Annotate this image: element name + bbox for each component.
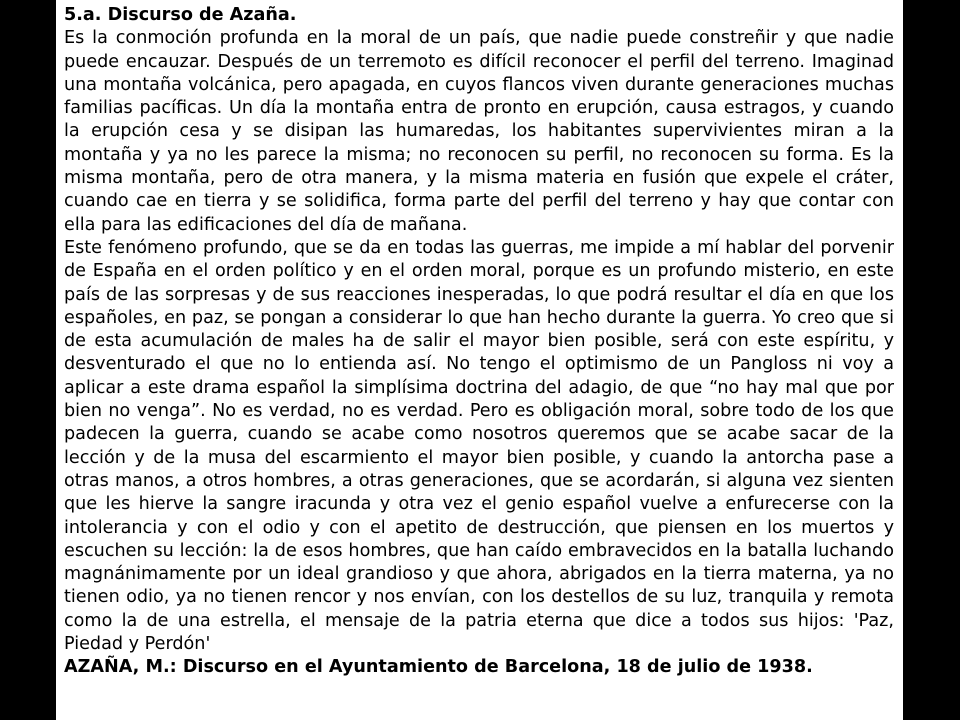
- document-page: [56, 0, 903, 720]
- paragraph-1: Es la conmoción profunda en la moral de un país, que nadie puede constreñir y que nadie puede encauzar. Después de un terremoto es difícil reconocer el perfil del terreno. Imaginad una montaña volcánica, pero apagada, en cuyos flancos viven durante generaciones muchas familias pacíficas. Un día la montaña entra de pronto en erupción, causa estragos, y cuando la erupción cesa y se disipan las humaredas, los habitantes supervivientes miran a la montaña y ya no les parece la misma; no reconocen su perfil, no reconocen su forma. Es la misma montaña, pero de otra manera, y la misma materia en fusión que expele el cráter, cuando cae en tierra y se solidifica, forma parte del perfil del terreno y hay que contar con ella para las edificaciones del día de mañana.: [64, 28, 894, 235]
- source-citation: AZAÑA, M.: Discurso en el Ayuntamiento de Barcelona, 18 de julio de 1938.: [64, 657, 813, 678]
- paragraph-2: Este fenómeno profundo, que se da en todas las guerras, me impide a mí hablar del porvenir de España en el orden político y en el orden moral, porque es un profundo misterio, en este país de las sorpresas y de sus reacciones inesperadas, lo que podrá resultar el día en que los españoles, en paz, se pongan a considerar lo que han hecho durante la guerra. Yo creo que si de esta acumulación de males ha de salir el mayor bien posible, será con este espíritu, y desventurado el que no lo entienda así. No tengo el optimismo de un Pangloss ni voy a aplicar a este drama español la simplísima doctrina del adagio, de que “no hay mal que por bien no venga”. No es verdad, no es verdad. Pero es obligación moral, sobre todo de los que padecen la guerra, cuando se acabe como nosotros queremos que se acabe sacar de la lección y de la musa del escarmiento el mayor bien posible, y cuando la antorcha pase a otras manos, a otros hombres, a otras generaciones, que se acordarán, si alguna vez sienten que les hierve la sangre iracunda y otra vez el genio español vuelve a enfurecerse con la intolerancia y con el odio y con el apetito de destrucción, que piensen en los muertos y escuchen su lección: la de esos hombres, que han caído embravecidos en la batalla luchando magnánimamente por un ideal grandioso y que ahora, abrigados en la tierra materna, ya no tienen odio, ya no tienen rencor y nos envían, con los destellos de su luz, tranquila y remota como la de una estrella, el mensaje de la patria eterna que dice a todos sus hijos: 'Paz, Piedad y Perdón': [64, 237, 894, 655]
- document-content: [64, 4, 894, 680]
- document-title: 5.a. Discurso de Azaña.: [64, 5, 297, 25]
